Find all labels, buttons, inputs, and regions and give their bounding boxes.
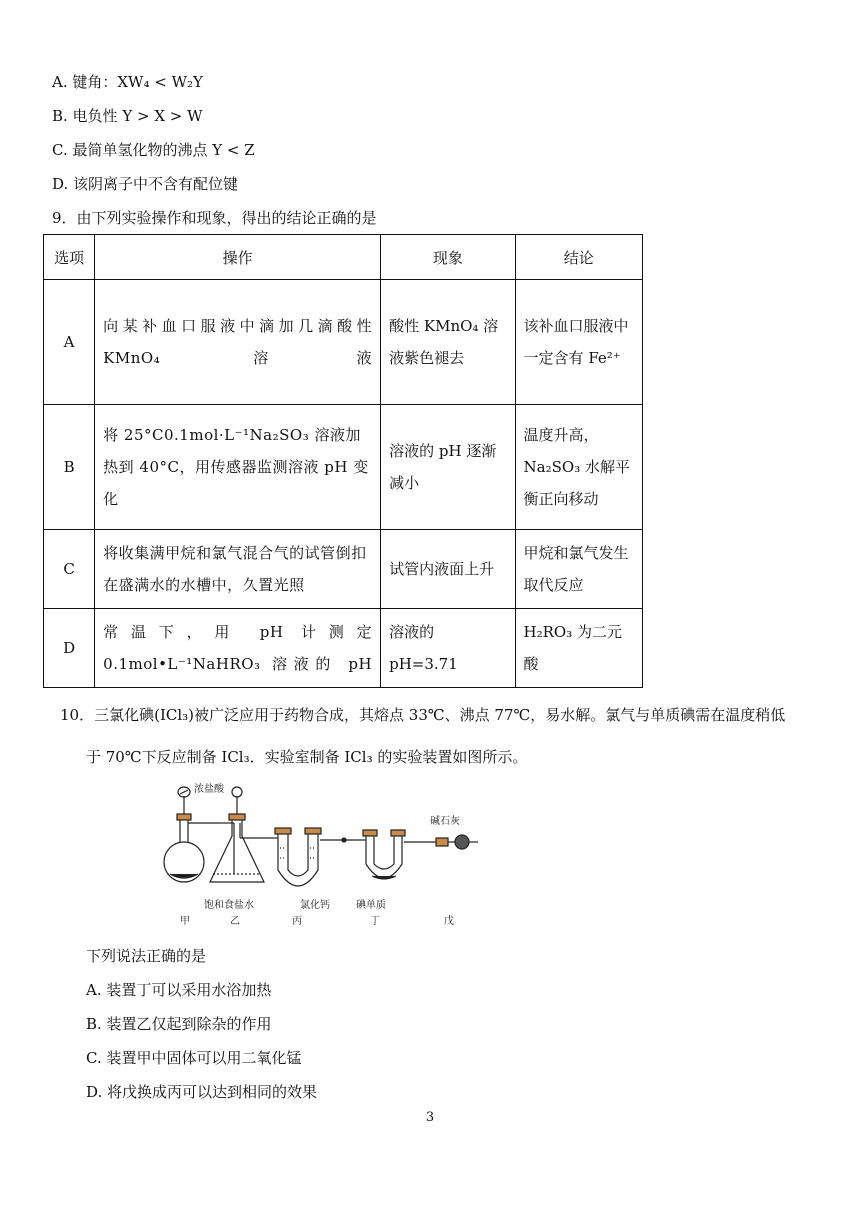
- row-phenomenon: 溶液的 pH=3.71: [381, 609, 515, 688]
- row-option: C: [44, 530, 95, 609]
- row-phenomenon: 溶液的 pH 逐渐减小: [381, 405, 515, 530]
- label-hcl: 浓盐酸: [194, 784, 224, 795]
- row-operation: 将 25°C0.1mol·L⁻¹Na₂SO₃ 溶液加热到 40°C，用传感器监测溶液 pH 变化: [95, 405, 381, 530]
- table-header-row: [44, 235, 643, 280]
- q10-stem-line1: 10．三氯化碘(ICl₃)被广泛应用于药物合成，其熔点 33℃、沸点 77℃，易水解。氯气与单质碘需在温度稍低: [60, 706, 786, 724]
- row-phenomenon: 酸性 KMnO₄ 溶液紫色褪去: [381, 280, 515, 405]
- q8-option-c: C. 最简单氢化物的沸点 Y < Z: [52, 141, 255, 159]
- q9-stem: 9．由下列实验操作和现象，得出的结论正确的是: [52, 209, 377, 227]
- row-operation: 将收集满甲烷和氯气混合气的试管倒扣在盛满水的水槽中，久置光照: [95, 530, 381, 609]
- label-ding: 丁: [370, 916, 380, 927]
- header-phenomenon: 现象: [381, 235, 515, 280]
- row-operation: 常温下，用 pH 计测定 0.1mol•L⁻¹NaHRO₃ 溶液的 pH: [95, 609, 381, 688]
- row-conclusion: 甲烷和氯气发生取代反应: [515, 530, 642, 609]
- q8-option-d: D. 该阴离子中不含有配位键: [52, 175, 239, 193]
- label-cacl2: 氯化钙: [300, 900, 330, 911]
- row-conclusion: 温度升高，Na₂SO₃ 水解平衡正向移动: [515, 405, 642, 530]
- flask-jia: [164, 787, 220, 882]
- row-conclusion: 该补血口服液中一定含有 Fe²⁺: [515, 280, 642, 405]
- label-bing: 丙: [292, 916, 302, 927]
- q10-option-b: B. 装置乙仅起到除杂的作用: [86, 1015, 272, 1033]
- table-row: [44, 280, 643, 405]
- flask-yi: [210, 787, 272, 882]
- q10-stem-line2: 于 70℃下反应制备 ICl₃．实验室制备 ICl₃ 的实验装置如图所示。: [86, 748, 528, 766]
- header-option: 选项: [44, 235, 95, 280]
- q10-option-a: A. 装置丁可以采用水浴加热: [86, 981, 272, 999]
- table-row: [44, 609, 643, 688]
- row-option: B: [44, 405, 95, 530]
- u-tube-bing: [272, 828, 360, 886]
- q8-option-a: A. 键角：XW₄ < W₂Y: [52, 73, 203, 91]
- header-conclusion: 结论: [515, 235, 642, 280]
- label-jia: 甲: [180, 916, 190, 927]
- row-operation: 向某补血口服液中滴加几滴酸性 KMnO₄ 溶液: [95, 280, 381, 405]
- label-wu: 戊: [444, 916, 454, 927]
- label-yi: 乙: [230, 916, 240, 927]
- table-row: [44, 530, 643, 609]
- row-phenomenon: 试管内液面上升: [381, 530, 515, 609]
- row-option: D: [44, 609, 95, 688]
- u-tube-ding: [360, 830, 436, 879]
- q9-table: [43, 234, 643, 688]
- label-iodine: 碘单质: [356, 900, 386, 911]
- table-row: [44, 405, 643, 530]
- q10-option-d: D. 将戊换成丙可以达到相同的效果: [86, 1083, 318, 1101]
- q8-option-b: B. 电负性 Y > X > W: [52, 107, 203, 125]
- row-option: A: [44, 280, 95, 405]
- row-conclusion: H₂RO₃ 为二元酸: [515, 609, 642, 688]
- q10-option-c: C. 装置甲中固体可以用二氧化锰: [86, 1049, 302, 1067]
- page-number: 3: [425, 1110, 435, 1125]
- header-operation: 操作: [95, 235, 381, 280]
- q10-question: 下列说法正确的是: [86, 947, 207, 965]
- label-brine: 饱和食盐水: [204, 900, 254, 911]
- drying-tube-wu: [436, 835, 478, 849]
- label-soda-lime: 碱石灰: [430, 816, 460, 827]
- apparatus-figure: [160, 778, 480, 930]
